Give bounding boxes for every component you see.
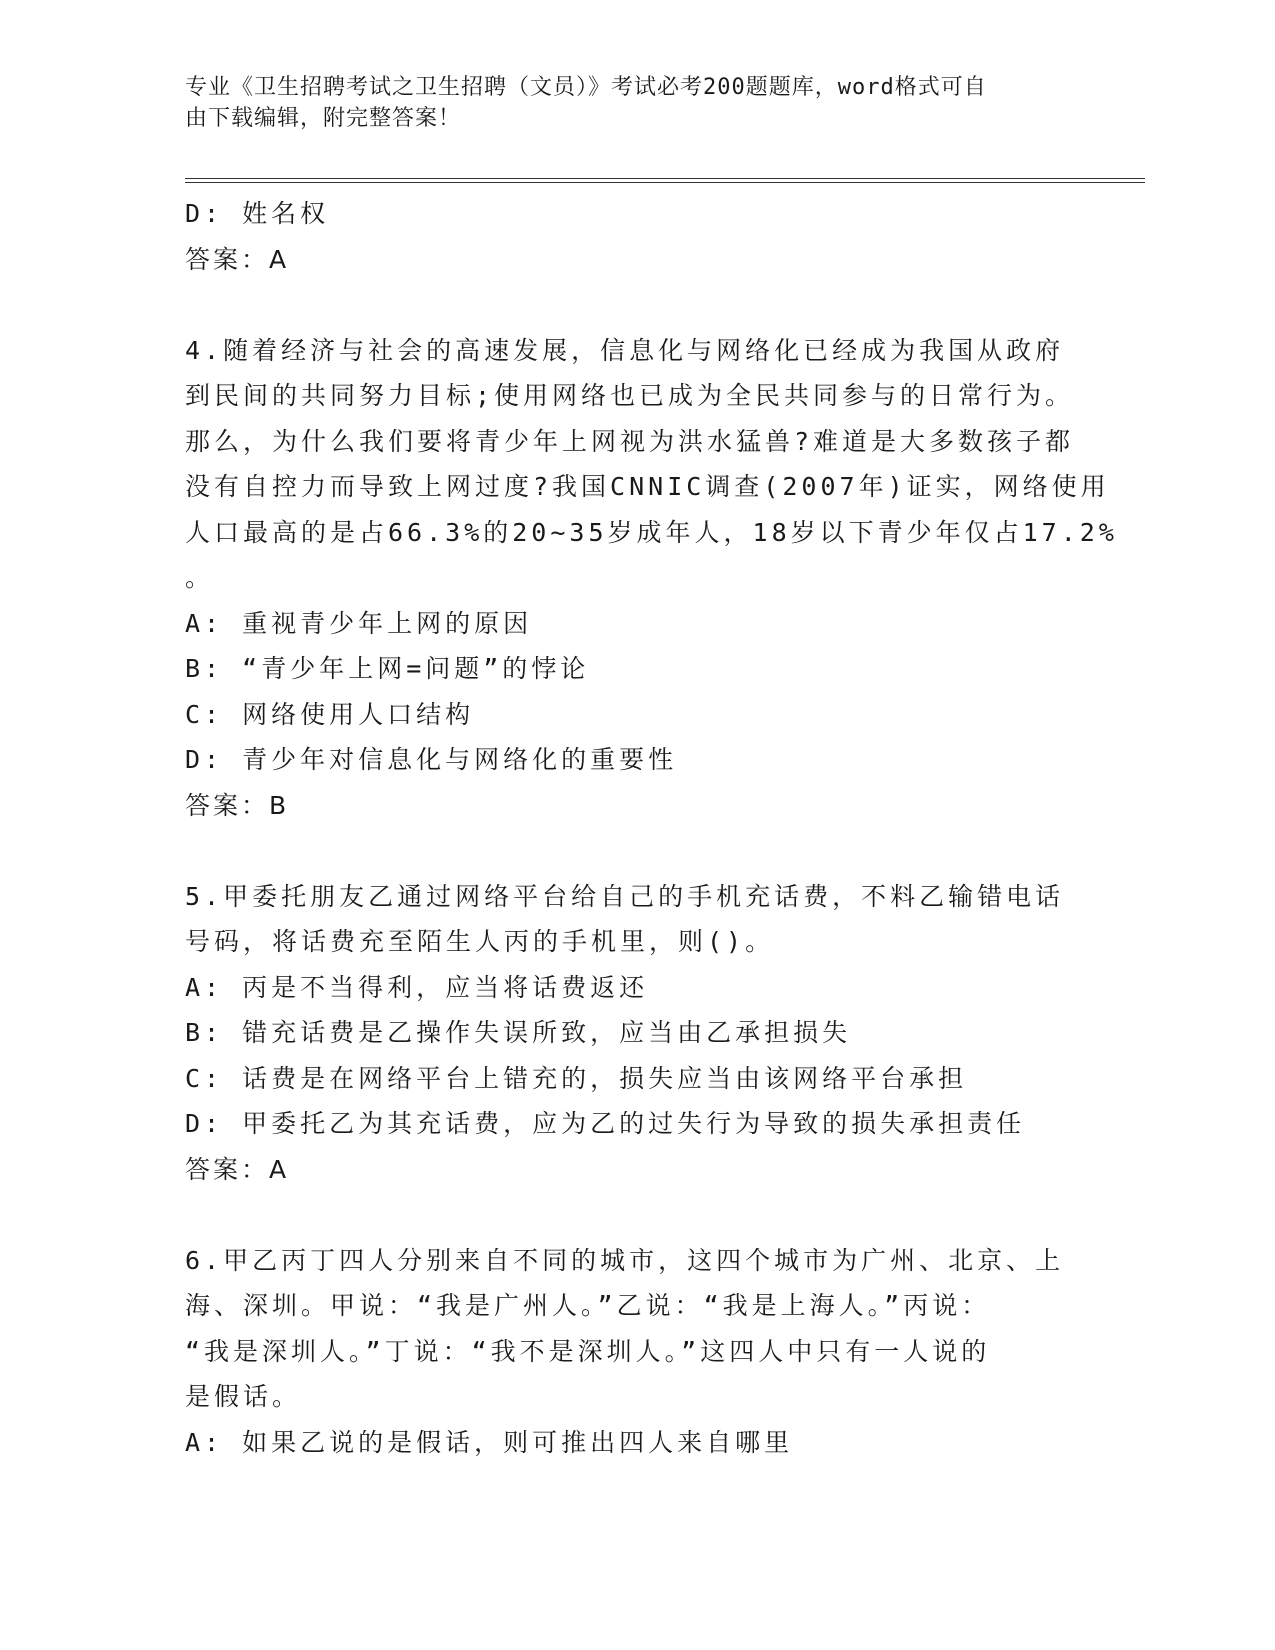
question-4-stem-line: 没有自控力而导致上网过度?我国CNNIC调查(2007年)证实，网络使用	[185, 472, 1110, 501]
question-4-stem-line: 。	[185, 563, 215, 592]
question-5-option-d: D: 甲委托乙为其充话费，应为乙的过失行为导致的损失承担责任	[185, 1109, 1026, 1138]
header-rule-top	[185, 178, 1145, 179]
question-4-stem-line: 人口最高的是占66.3%的20~35岁成年人，18岁以下青少年仅占17.2%	[185, 517, 1118, 547]
question-3-option-d: D: 姓名权	[185, 199, 330, 228]
document-header	[185, 72, 1065, 134]
question-6-stem-line: 是假话。	[185, 1382, 302, 1411]
question-5-option-c: C: 话费是在网络平台上错充的，损失应当由该网络平台承担	[185, 1063, 968, 1093]
question-6-stem-line: “我是深圳人。”丁说：“我不是深圳人。”这四人中只有一人说的	[185, 1336, 991, 1366]
question-4-option-d: D: 青少年对信息化与网络化的重要性	[185, 745, 678, 774]
question-4	[185, 328, 1118, 829]
question-3-tail	[185, 191, 1105, 282]
question-3-answer: 答案：A	[185, 244, 290, 274]
question-4-answer: 答案：B	[185, 790, 290, 820]
question-6-stem-line: 海、深圳。甲说：“我是广州人。”乙说：“我是上海人。”丙说：	[185, 1291, 991, 1320]
question-6	[185, 1238, 1105, 1466]
question-4-option-a: A: 重视青少年上网的原因	[185, 608, 533, 638]
question-5-stem-line: 号码，将话费充至陌生人丙的手机里，则()。	[185, 927, 775, 956]
question-5	[185, 874, 1105, 1193]
header-line-2: 由下载编辑，附完整答案！	[185, 106, 462, 131]
question-4-stem-line: 到民间的共同努力目标;使用网络也已成为全民共同参与的日常行为。	[185, 381, 1075, 410]
question-4-stem-line: 4.随着经济与社会的高速发展，信息化与网络化已经成为我国从政府	[185, 335, 1065, 365]
spacer	[185, 1192, 1105, 1238]
question-4-option-c: C: 网络使用人口结构	[185, 699, 475, 729]
question-5-answer: 答案：A	[185, 1154, 290, 1184]
spacer	[185, 282, 1105, 328]
question-5-option-a: A: 丙是不当得利，应当将话费返还	[185, 972, 649, 1002]
question-5-option-b: B: 错充话费是乙操作失误所致，应当由乙承担损失	[185, 1018, 852, 1047]
question-4-stem-line: 那么，为什么我们要将青少年上网视为洪水猛兽?难道是大多数孩子都	[185, 426, 1075, 456]
question-4-option-b: B: “青少年上网=问题”的悖论	[185, 654, 590, 683]
header-rule-bottom	[185, 182, 1145, 183]
question-5-stem-line: 5.甲委托朋友乙通过网络平台给自己的手机充话费，不料乙输错电话	[185, 881, 1065, 911]
question-6-stem-line: 6.甲乙丙丁四人分别来自不同的城市，这四个城市为广州、北京、上	[185, 1245, 1065, 1275]
spacer	[185, 828, 1105, 874]
question-6-option-a: A: 如果乙说的是假话，则可推出四人来自哪里	[185, 1427, 794, 1457]
question-content	[185, 191, 1118, 1465]
header-line-1: 专业《卫生招聘考试之卫生招聘（文员）》考试必考200题题库，word格式可自	[185, 75, 987, 100]
